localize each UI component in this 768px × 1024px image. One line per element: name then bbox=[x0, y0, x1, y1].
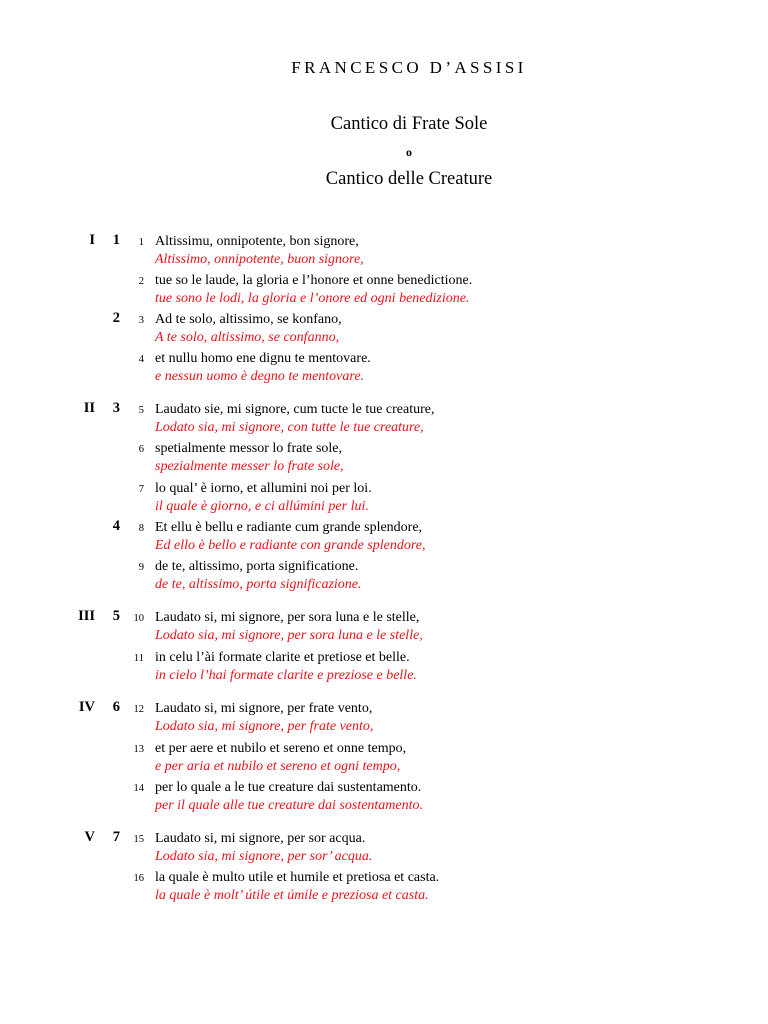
strophe-number: 2 bbox=[112, 310, 120, 326]
stanza-number: II bbox=[83, 400, 95, 416]
line-number: 1 bbox=[138, 237, 144, 248]
strophe-number: 7 bbox=[112, 829, 120, 845]
line-number: 13 bbox=[133, 744, 144, 755]
original-text: Laudato si, mi signore, per sora luna e le stelle, bbox=[155, 610, 420, 625]
translation-text: Lodato sia, mi signore, per sora luna e le stelle, bbox=[155, 628, 423, 643]
original-text: in celu l’ài formate clarite et pretiose et belle. bbox=[155, 650, 410, 665]
translation-text: Lodato sia, mi signore, con tutte le tue creature, bbox=[155, 420, 424, 435]
line-number: 12 bbox=[133, 704, 144, 715]
original-text: per lo quale a le tue creature dai sustentamento. bbox=[155, 780, 422, 795]
strophe-number: 3 bbox=[112, 400, 120, 416]
translation-text: e per aria et nubilo et sereno et ogni tempo, bbox=[155, 759, 401, 774]
line-number: 9 bbox=[138, 562, 144, 573]
translation-text: tue sono le lodi, la gloria e l’onore ed ogni benedizione. bbox=[155, 291, 470, 306]
stanza-number: III bbox=[78, 608, 95, 624]
line-number: 10 bbox=[133, 613, 144, 624]
line-number: 6 bbox=[138, 444, 144, 455]
line-number: 5 bbox=[138, 405, 144, 416]
translation-text: il quale è giorno, e ci allúmini per lui. bbox=[155, 499, 369, 514]
stanza-number: IV bbox=[78, 699, 95, 715]
line-number: 16 bbox=[133, 873, 144, 884]
original-text: Laudato si, mi signore, per frate vento, bbox=[155, 701, 373, 716]
original-text: lo qual’ è iorno, et allumini noi per loi. bbox=[155, 481, 372, 496]
translation-text: Ed ello è bello e radiante con grande splendore, bbox=[155, 538, 426, 553]
translation-text: per il quale alle tue creature dai sostentamento. bbox=[155, 798, 424, 813]
translation-text: Lodato sia, mi signore, per frate vento, bbox=[155, 719, 374, 734]
original-text: et per aere et nubilo et sereno et onne tempo, bbox=[155, 741, 407, 756]
translation-text: la quale è molt’ útile et úmile e preziosa et casta. bbox=[155, 888, 429, 903]
original-text: Laudato sie, mi signore, cum tucte le tue creature, bbox=[155, 402, 435, 417]
translation-text: e nessun uomo è degno te mentovare. bbox=[155, 369, 365, 384]
original-text: spetialmente messor lo frate sole, bbox=[155, 441, 342, 456]
strophe-number: 4 bbox=[112, 518, 120, 534]
title-conjunction: o bbox=[406, 145, 412, 159]
translation-text: in cielo l’hai formate clarite e preziose e belle. bbox=[155, 668, 417, 683]
original-text: Altissimu, onnipotente, bon signore, bbox=[155, 234, 359, 249]
line-number: 3 bbox=[138, 315, 144, 326]
original-text: Et ellu è bellu e radiante cum grande splendore, bbox=[155, 520, 423, 535]
line-number: 14 bbox=[133, 783, 144, 794]
line-number: 15 bbox=[133, 834, 144, 845]
line-number: 7 bbox=[138, 484, 144, 495]
line-number: 2 bbox=[138, 276, 144, 287]
translation-text: spezialmente messer lo frate sole, bbox=[155, 459, 344, 474]
original-text: tue so le laude, la gloria e l’honore et onne benedictione. bbox=[155, 273, 473, 288]
original-text: la quale è multo utile et humile et pretiosa et casta. bbox=[155, 870, 440, 885]
title-secondary: Cantico delle Creature bbox=[325, 169, 493, 189]
title-primary: Cantico di Frate Sole bbox=[330, 114, 488, 134]
line-number: 8 bbox=[138, 523, 144, 534]
strophe-number: 6 bbox=[112, 699, 120, 715]
strophe-number: 1 bbox=[112, 232, 120, 248]
translation-text: A te solo, altissimo, se confanno, bbox=[155, 330, 340, 345]
translation-text: Lodato sia, mi signore, per sor’ acqua. bbox=[155, 849, 373, 864]
stanza-number: I bbox=[89, 232, 95, 248]
original-text: Laudato si, mi signore, per sor acqua. bbox=[155, 831, 366, 846]
line-number: 4 bbox=[138, 354, 144, 365]
line-number: 11 bbox=[133, 653, 144, 664]
strophe-number: 5 bbox=[112, 608, 120, 624]
original-text: Ad te solo, altissimo, se konfano, bbox=[155, 312, 342, 327]
original-text: de te, altissimo, porta significatione. bbox=[155, 559, 359, 574]
stanza-number: V bbox=[84, 829, 95, 845]
original-text: et nullu homo ene dignu te mentovare. bbox=[155, 351, 371, 366]
author-name: FRANCESCO D’ASSISI bbox=[291, 58, 527, 77]
translation-text: de te, altissimo, porta significazione. bbox=[155, 577, 362, 592]
translation-text: Altissimo, onnipotente, buon signore, bbox=[155, 252, 364, 267]
